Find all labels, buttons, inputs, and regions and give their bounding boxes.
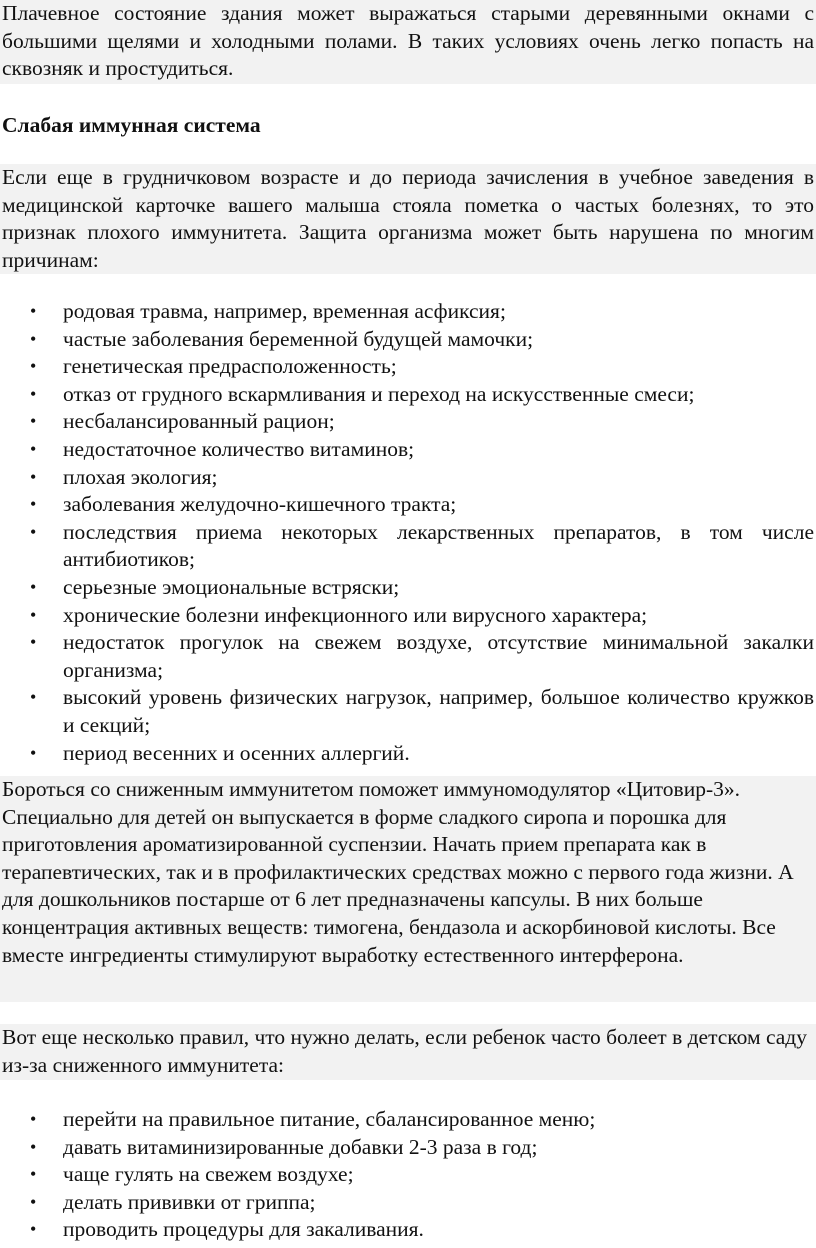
list-item: • частые заболевания беременной будущей мамочки;: [0, 326, 816, 354]
list-item: • родовая травма, например, временная асфиксия;: [0, 298, 816, 326]
list-item: • перейти на правильное питание, сбалансированное меню;: [0, 1106, 816, 1134]
list-item: • чаще гулять на свежем воздухе;: [0, 1161, 816, 1189]
list-item: • недостаточное количество витаминов;: [0, 436, 816, 464]
list-item: • серьезные эмоциональные встряски;: [0, 574, 816, 602]
list-item: • давать витаминизированные добавки 2-3 раза в год;: [0, 1134, 816, 1162]
list-item: • делать прививки от гриппа;: [0, 1189, 816, 1217]
list-item: • недостаток прогулок на свежем воздухе, отсутствие минимальной закалки организма;: [0, 629, 816, 684]
list-item: • проводить процедуры для закаливания.: [0, 1216, 816, 1244]
list-item: • плохая экология;: [0, 464, 816, 492]
causes-list: [0, 298, 816, 767]
list-item: • генетическая предрасположенность;: [0, 353, 816, 381]
paragraph-cytovir: Бороться со сниженным иммунитетом поможет иммуномодулятор «Цитовир-3». Специально для детей он выпускается в форме сладкого сиропа и порошка для приготовления ароматизированной суспензии. Начать прием препарата как в терапевтических, так и в профилактических средствах можно с первого года жизни. А для дошкольников постарше от 6 лет предназначены капсулы. В них больше концентрация активных веществ: тимогена, бендазола и аскорбиновой кислоты. Все вместе ингредиенты стимулируют выработку естественного интерферона.: [0, 776, 816, 1002]
paragraph-building-condition: Плачевное состояние здания может выражаться старыми деревянными окнами с большими щелями и холодными полами. В таких условиях очень легко попасть на сквозняк и простудиться.: [0, 0, 816, 84]
list-item: • высокий уровень физических нагрузок, например, большое количество кружков и секций;: [0, 684, 816, 739]
list-item: • отказ от грудного вскармливания и переход на искусственные смеси;: [0, 381, 816, 409]
paragraph-rules-intro: Вот еще несколько правил, что нужно делать, если ребенок часто болеет в детском саду из-за сниженного иммунитета:: [0, 1024, 816, 1080]
heading-weak-immunity: Слабая иммунная система: [2, 113, 261, 137]
list-item: • заболевания желудочно-кишечного тракта;: [0, 491, 816, 519]
list-item: • последствия приема некоторых лекарственных препаратов, в том числе антибиотиков;: [0, 519, 816, 574]
list-item: • период весенних и осенних аллергий.: [0, 740, 816, 768]
rules-list: [0, 1106, 816, 1244]
list-item: • хронические болезни инфекционного или вирусного характера;: [0, 602, 816, 630]
list-item: • несбалансированный рацион;: [0, 408, 816, 436]
paragraph-immunity-intro: Если еще в грудничковом возрасте и до периода зачисления в учебное заведения в медицинской карточке вашего малыша стояла пометка о частых болезнях, то это признак плохого иммунитета. Защита организма может быть нарушена по многим причинам:: [0, 164, 816, 274]
